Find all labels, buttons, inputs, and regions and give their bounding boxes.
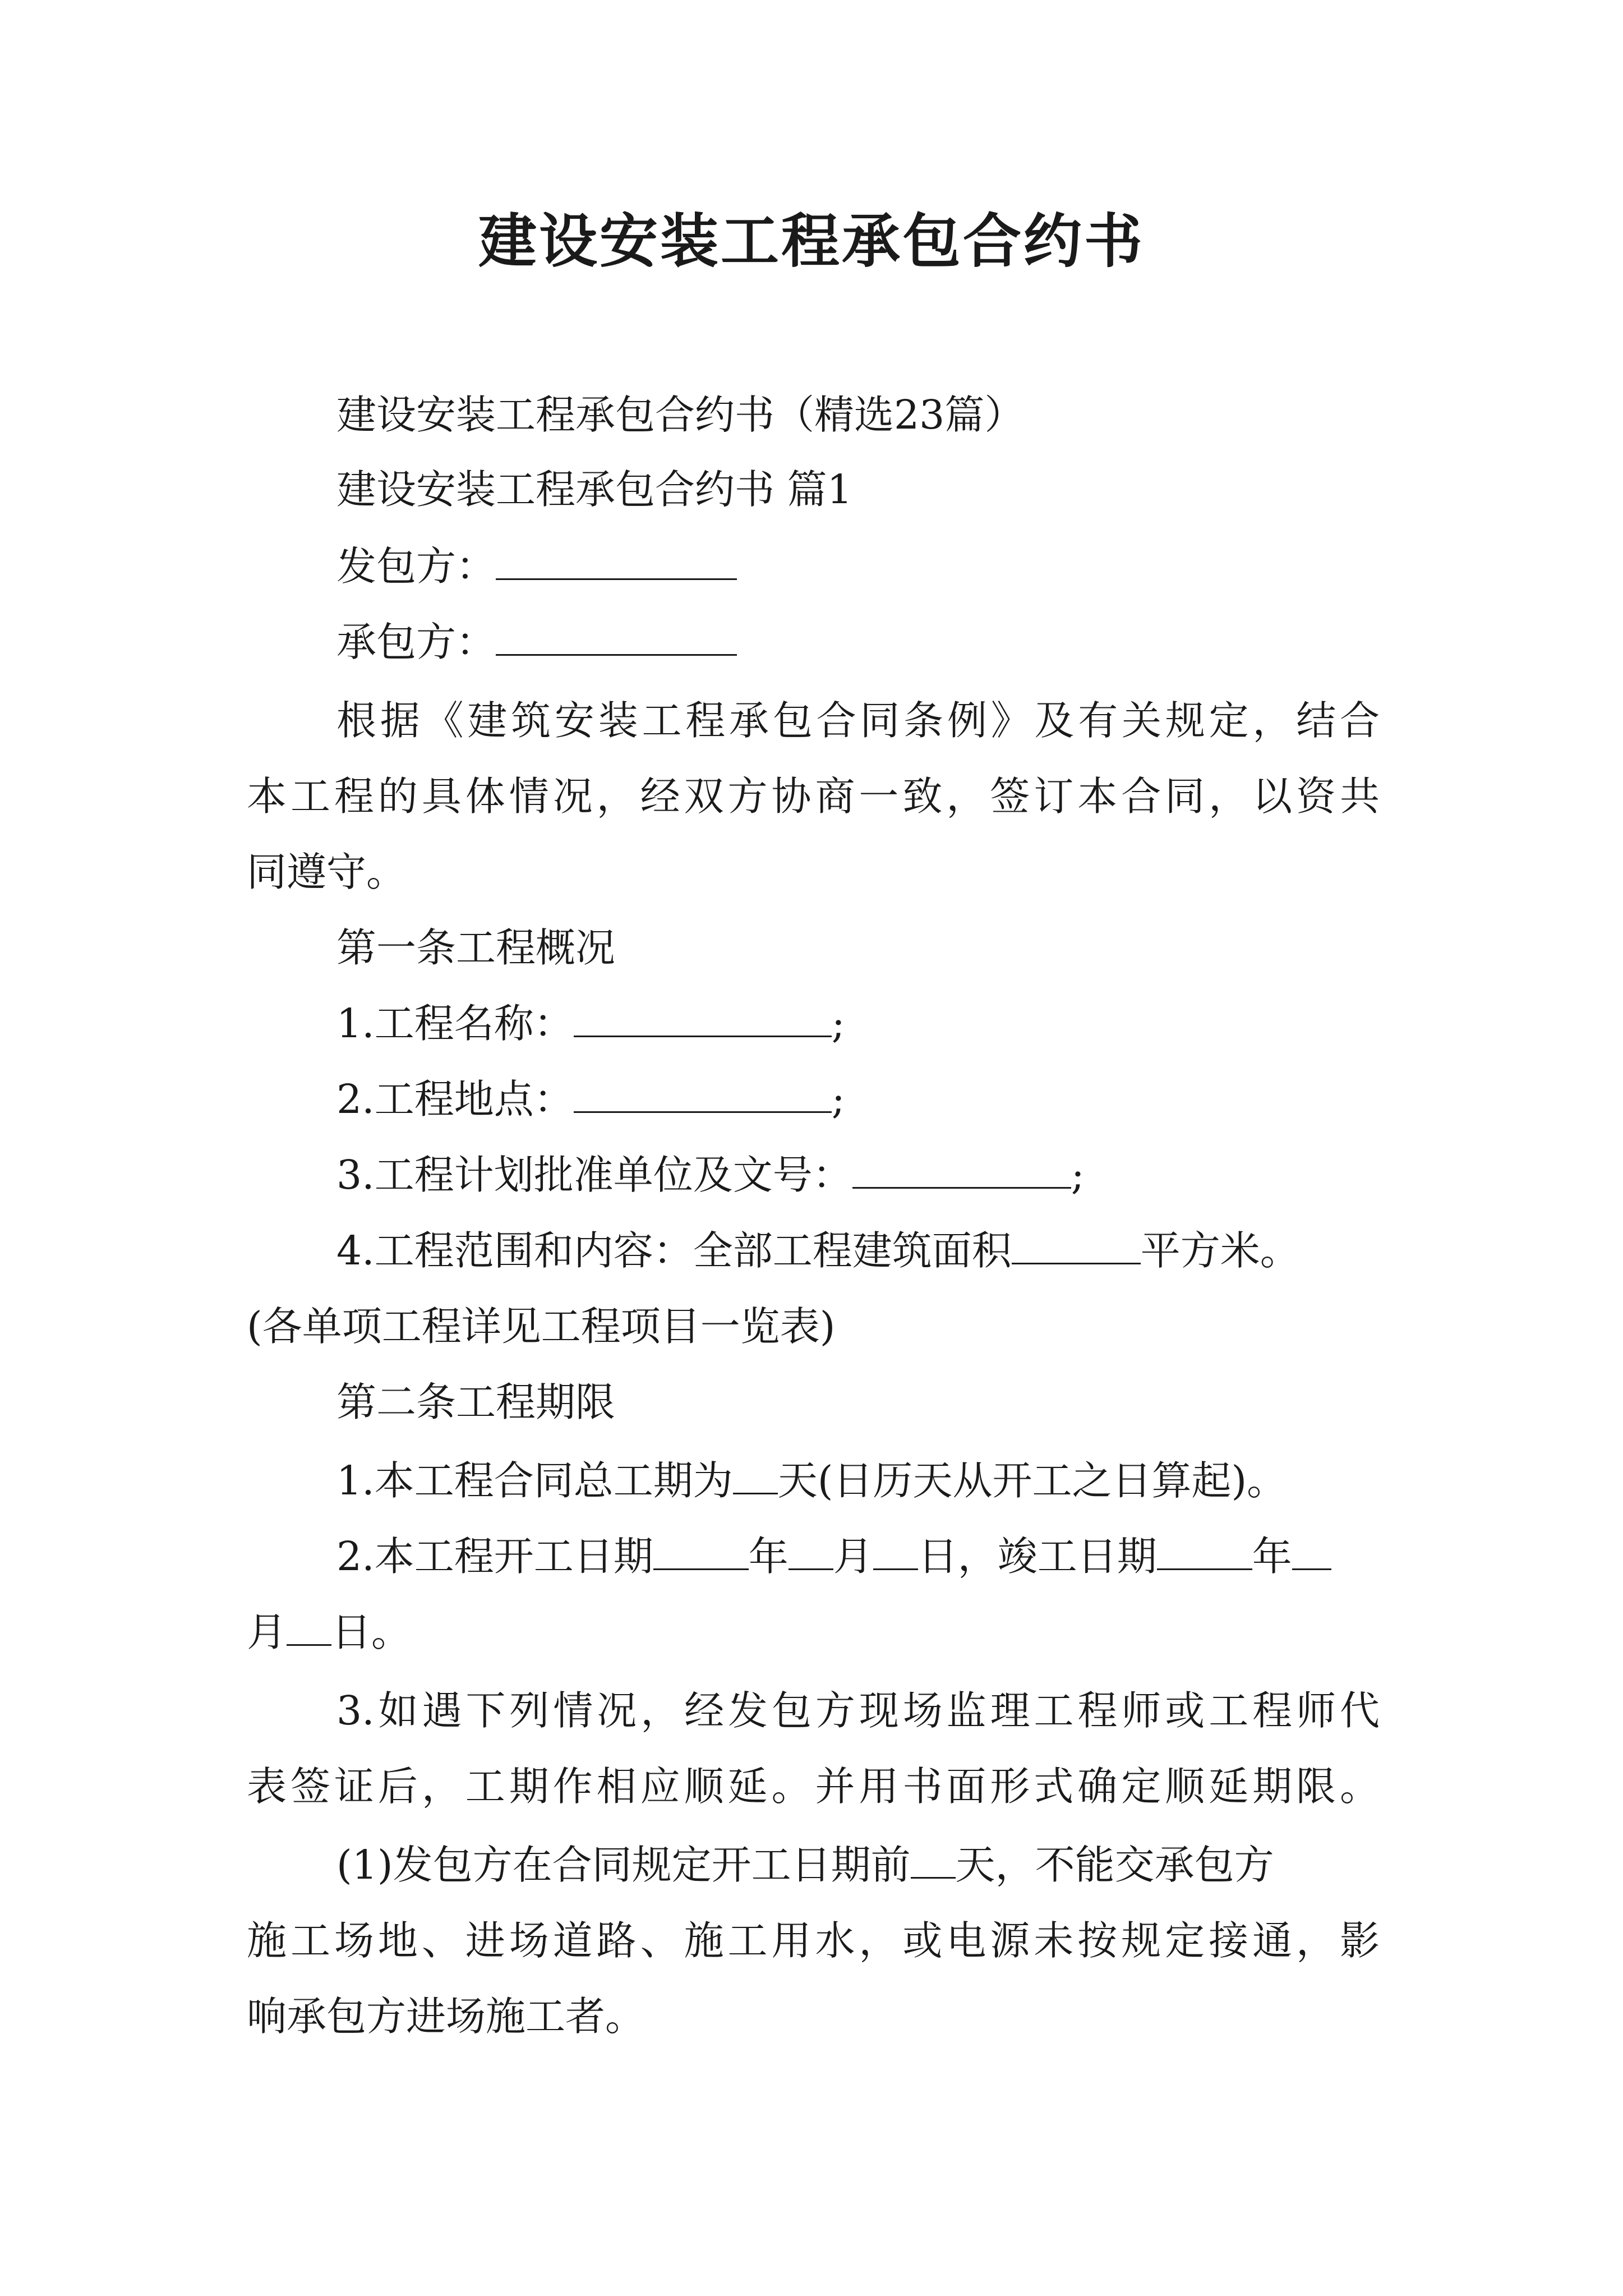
day-label: 日。 (331, 1609, 412, 1655)
article-2-heading: 第二条工程期限 (336, 1379, 616, 1425)
project-name-blank (574, 999, 832, 1037)
condition-1-line: 响承包方进场施工者。 (247, 1993, 645, 2040)
end-date-label: 日，竣工日期 (917, 1533, 1157, 1580)
start-month-blank (789, 1531, 833, 1570)
project-location-blank (574, 1074, 832, 1113)
project-name-line (336, 996, 845, 1052)
extension-paragraph-line: 3.如遇下列情况，经发包方现场监理工程师或工程师代 (336, 1687, 1380, 1734)
condition-1-line (336, 1837, 1274, 1893)
duration-unit: 天(日历天从开工之日算起)。 (777, 1457, 1287, 1504)
article-1-heading: 第一条工程概况 (336, 924, 616, 971)
dates-line-continued (247, 1604, 411, 1660)
approval-label: 3.工程计划批准单位及文号： (336, 1152, 852, 1198)
document-subtitle: 建设安装工程承包合约书（精选23篇） (336, 392, 1025, 438)
area-blank (1012, 1226, 1141, 1264)
end-day-blank (287, 1607, 331, 1646)
party-b-blank (496, 617, 737, 656)
project-location-label: 2.工程地点： (336, 1076, 574, 1122)
duration-blank (733, 1456, 778, 1494)
punctuation: ; (831, 1076, 845, 1122)
end-month-blank-partial (1292, 1531, 1331, 1570)
project-location-line (336, 1071, 845, 1128)
punctuation: ; (1071, 1152, 1085, 1198)
party-a-line (336, 539, 737, 595)
start-day-blank (873, 1531, 918, 1570)
approval-blank (852, 1150, 1071, 1189)
project-name-label: 1.工程名称： (336, 1000, 574, 1047)
intro-paragraph-line: 根据《建筑安装工程承包合同条例》及有关规定，结合 (336, 697, 1380, 744)
condition-1-text: (1)发包方在合同规定开工日期前 (336, 1842, 911, 1888)
month-label: 月 (833, 1533, 873, 1580)
chapter-heading: 建设安装工程承包合约书 篇1 (336, 466, 852, 513)
end-year-blank (1157, 1531, 1252, 1570)
total-duration-line (336, 1453, 1287, 1509)
party-b-label: 承包方： (336, 619, 496, 665)
document-title: 建设安装工程承包合约书 (478, 206, 1145, 275)
year-label: 年 (748, 1533, 789, 1580)
days-blank (911, 1840, 956, 1879)
scope-label: 4.工程范围和内容：全部工程建筑面积 (336, 1227, 1012, 1274)
intro-paragraph-line: 同遵守。 (247, 849, 407, 895)
approval-line (336, 1147, 1085, 1203)
extension-paragraph-line: 表签证后，工期作相应顺延。并用书面形式确定顺延期限。 (247, 1763, 1380, 1810)
month-label: 月 (247, 1609, 287, 1655)
intro-paragraph-line: 本工程的具体情况，经双方协商一致，签订本合同，以资共 (247, 773, 1380, 820)
condition-1-line: 施工场地、进场道路、施工用水，或电源未按规定接通，影 (247, 1917, 1380, 1964)
duration-label: 1.本工程合同总工期为 (336, 1457, 733, 1504)
scope-unit: 平方米。 (1140, 1227, 1300, 1274)
start-year-blank (653, 1531, 749, 1570)
start-date-label: 2.本工程开工日期 (336, 1533, 653, 1580)
party-a-label: 发包方： (336, 543, 496, 590)
dates-line (336, 1529, 1331, 1585)
punctuation: ; (831, 1000, 845, 1047)
condition-1-text: 天，不能交承包方 (955, 1842, 1274, 1888)
year-label: 年 (1252, 1533, 1292, 1580)
party-a-blank (496, 541, 737, 580)
scope-line (336, 1223, 1300, 1279)
article-1-note: (各单项工程详见工程项目一览表) (247, 1303, 836, 1350)
party-b-line (336, 614, 737, 670)
